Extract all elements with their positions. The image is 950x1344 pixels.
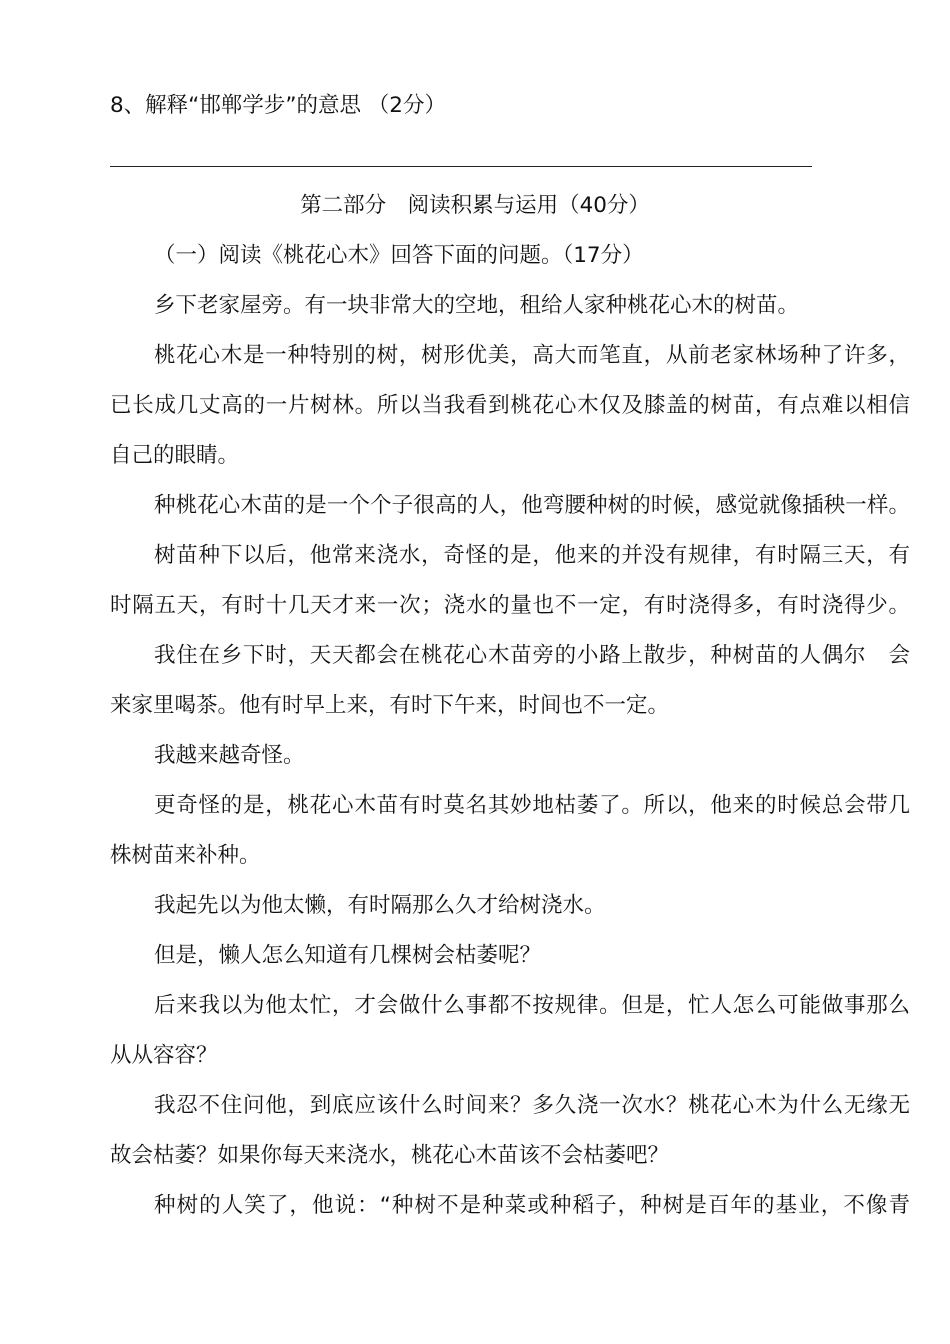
passage-line: 已长成几丈高的一片树林。所以当我看到桃花心木仅及膝盖的树苗，有点难以相信 [110,393,910,418]
passage-line: 来家里喝茶。他有时早上来，有时下午来，时间也不一定。 [110,693,670,718]
passage-line: 我住在乡下时，天天都会在桃花心木苗旁的小路上散步，种树苗的人偶尔 会 [154,643,910,668]
passage-line: 更奇怪的是，桃花心木苗有时莫名其妙地枯萎了。所以，他来的时候总会带几 [154,793,910,818]
passage-line: 从从容容？ [110,1043,218,1068]
question-8: 8、解释“邯郸学步”的意思 （2分） [110,93,446,118]
answer-line [110,166,812,167]
passage-line: 我忍不住问他，到底应该什么时间来？多久浇一次水？桃花心木为什么无缘无 [154,1093,910,1118]
passage-line: 种树的人笑了，他说：“种树不是种菜或种稻子，种树是百年的基业，不像青 [154,1193,910,1218]
passage-line: 故会枯萎？如果你每天来浇水，桃花心木苗该不会枯萎吧？ [110,1143,670,1168]
passage-line: 我越来越奇怪。 [154,743,305,768]
passage-line: 后来我以为他太忙，才会做什么事都不按规律。但是，忙人怎么可能做事那么 [154,993,910,1018]
passage-line: 种桃花心木苗的是一个个子很高的人，他弯腰种树的时候，感觉就像插秧一样。 [154,493,910,518]
passage-line: 株树苗来补种。 [110,843,261,868]
passage-line: 树苗种下以后，他常来浇水，奇怪的是，他来的并没有规律，有时隔三天，有 [154,543,910,568]
reading-heading: （一）阅读《桃花心木》回答下面的问题。（17分） [154,243,644,268]
passage-line: 我起先以为他太懒，有时隔那么久才给树浇水。 [154,893,606,918]
section-title: 第二部分 阅读积累与运用（40分） [300,193,650,218]
passage-line: 但是，懒人怎么知道有几棵树会枯萎呢？ [154,943,542,968]
passage-line: 乡下老家屋旁。有一块非常大的空地，租给人家种桃花心木的树苗。 [154,293,800,318]
passage-line: 自己的眼睛。 [110,443,240,468]
passage-line: 桃花心木是一种特别的树，树形优美，高大而笔直，从前老家林场种了许多， [154,343,910,368]
passage-line: 时隔五天，有时十几天才来一次；浇水的量也不一定，有时浇得多，有时浇得少。 [110,593,910,618]
